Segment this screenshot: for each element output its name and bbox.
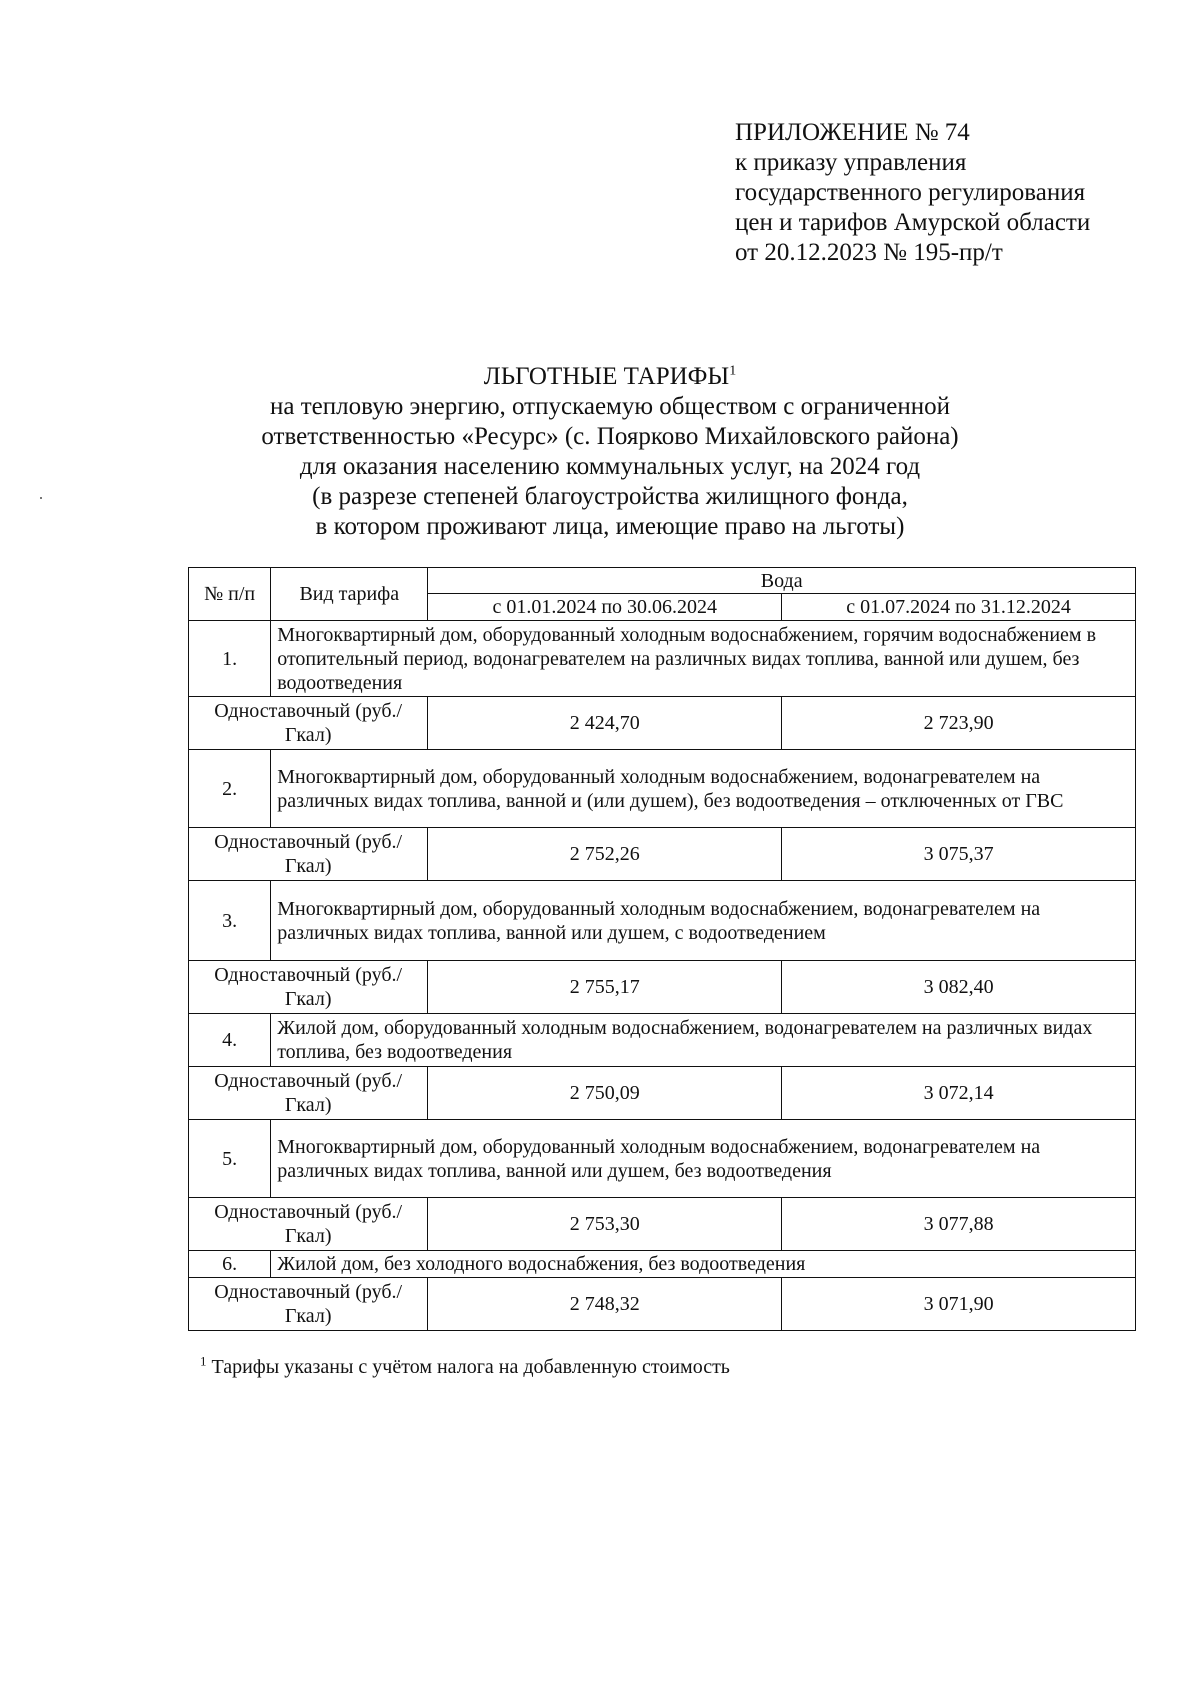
footnote — [200, 1355, 730, 1379]
rate-type: Одноставочный (руб./Гкал) — [189, 1198, 428, 1251]
group-number: 6. — [189, 1251, 271, 1278]
rate-period-2: 3 075,37 — [782, 828, 1136, 881]
rate-period-1: 2 424,70 — [428, 697, 782, 750]
title-line: на тепловую энергию, отпускаемую обществом с ограниченной — [270, 393, 950, 420]
table-rate-row — [189, 1278, 1136, 1331]
tariff-table — [188, 567, 1136, 1331]
appendix-number: ПРИЛОЖЕНИЕ № 74 — [735, 119, 970, 146]
rate-period-1: 2 753,30 — [428, 1198, 782, 1251]
header-period-1: с 01.01.2024 по 30.06.2024 — [428, 594, 782, 621]
rate-period-2: 2 723,90 — [782, 697, 1136, 750]
group-description: Многоквартирный дом, оборудованный холодным водоснабжением, водонагревателем на различных видах топлива, ванной и (или душем), без водоотведения – отключенных от ГВС — [271, 750, 1136, 828]
table-group-row — [189, 621, 1136, 697]
table-rate-row — [189, 1198, 1136, 1251]
rate-type: Одноставочный (руб./Гкал) — [189, 961, 428, 1014]
table-group-row — [189, 881, 1136, 961]
group-number: 5. — [189, 1120, 271, 1198]
rate-period-2: 3 072,14 — [782, 1067, 1136, 1120]
rate-period-2: 3 071,90 — [782, 1278, 1136, 1331]
group-description: Многоквартирный дом, оборудованный холодным водоснабжением, горячим водоснабжением в отопительный период, водонагревателем на различных видах топлива, ванной или душем, без водоотведения — [271, 621, 1136, 697]
table-group-row — [189, 1120, 1136, 1198]
title-main — [160, 362, 1060, 392]
group-description: Жилой дом, оборудованный холодным водоснабжением, водонагревателем на различных видах топлива, без водоотведения — [271, 1014, 1136, 1067]
rate-type: Одноставочный (руб./Гкал) — [189, 1278, 428, 1331]
group-number: 4. — [189, 1014, 271, 1067]
group-number: 1. — [189, 621, 271, 697]
table-group-row — [189, 1014, 1136, 1067]
table-rate-row — [189, 828, 1136, 881]
footnote-mark: 1 — [200, 1353, 207, 1369]
group-number: 2. — [189, 750, 271, 828]
title-line: ответственностью «Ресурс» (с. Поярково Михайловского района) — [261, 423, 959, 450]
rate-period-2: 3 077,88 — [782, 1198, 1136, 1251]
group-description: Многоквартирный дом, оборудованный холодным водоснабжением, водонагревателем на различных видах топлива, ванной или душем, с водоотведением — [271, 881, 1136, 961]
table-rate-row — [189, 697, 1136, 750]
appendix-order-line: к приказу управления — [735, 149, 967, 176]
rate-period-1: 2 750,09 — [428, 1067, 782, 1120]
table-group-row — [189, 750, 1136, 828]
rate-type: Одноставочный (руб./Гкал) — [189, 697, 428, 750]
header-water-group: Вода — [428, 568, 1136, 594]
header-tariff-type: Вид тарифа — [271, 568, 428, 621]
title-main-text: ЛЬГОТНЫЕ ТАРИФЫ — [483, 363, 730, 390]
table-header-row — [189, 568, 1136, 594]
appendix-region-line: цен и тарифов Амурской области — [735, 209, 1091, 236]
table-group-row — [189, 1251, 1136, 1278]
table-rate-row — [189, 961, 1136, 1014]
document-title — [160, 362, 1060, 542]
rate-type: Одноставочный (руб./Гкал) — [189, 828, 428, 881]
group-description: Жилой дом, без холодного водоснабжения, без водоотведения — [271, 1251, 1136, 1278]
appendix-header — [735, 118, 1175, 268]
header-period-2: с 01.07.2024 по 31.12.2024 — [782, 594, 1136, 621]
title-footnote-mark: 1 — [729, 363, 737, 379]
title-line: (в разрезе степеней благоустройства жилищного фонда, — [312, 483, 908, 510]
footnote-text: Тарифы указаны с учётом налога на добавленную стоимость — [211, 1356, 730, 1378]
group-description: Многоквартирный дом, оборудованный холодным водоснабжением, водонагревателем на различных видах топлива, ванной или душем, без водоотведения — [271, 1120, 1136, 1198]
title-line: для оказания населению коммунальных услуг, на 2024 год — [299, 453, 921, 480]
rate-period-1: 2 748,32 — [428, 1278, 782, 1331]
appendix-authority-line: государственного регулирования — [735, 179, 1086, 206]
appendix-order-date: от 20.12.2023 № 195-пр/т — [735, 239, 1003, 266]
rate-period-1: 2 752,26 — [428, 828, 782, 881]
header-num: № п/п — [189, 568, 271, 621]
rate-type: Одноставочный (руб./Гкал) — [189, 1067, 428, 1120]
title-line: в котором проживают лица, имеющие право на льготы) — [315, 513, 905, 540]
group-number: 3. — [189, 881, 271, 961]
scan-speck — [40, 497, 42, 499]
table-rate-row — [189, 1067, 1136, 1120]
rate-period-1: 2 755,17 — [428, 961, 782, 1014]
rate-period-2: 3 082,40 — [782, 961, 1136, 1014]
